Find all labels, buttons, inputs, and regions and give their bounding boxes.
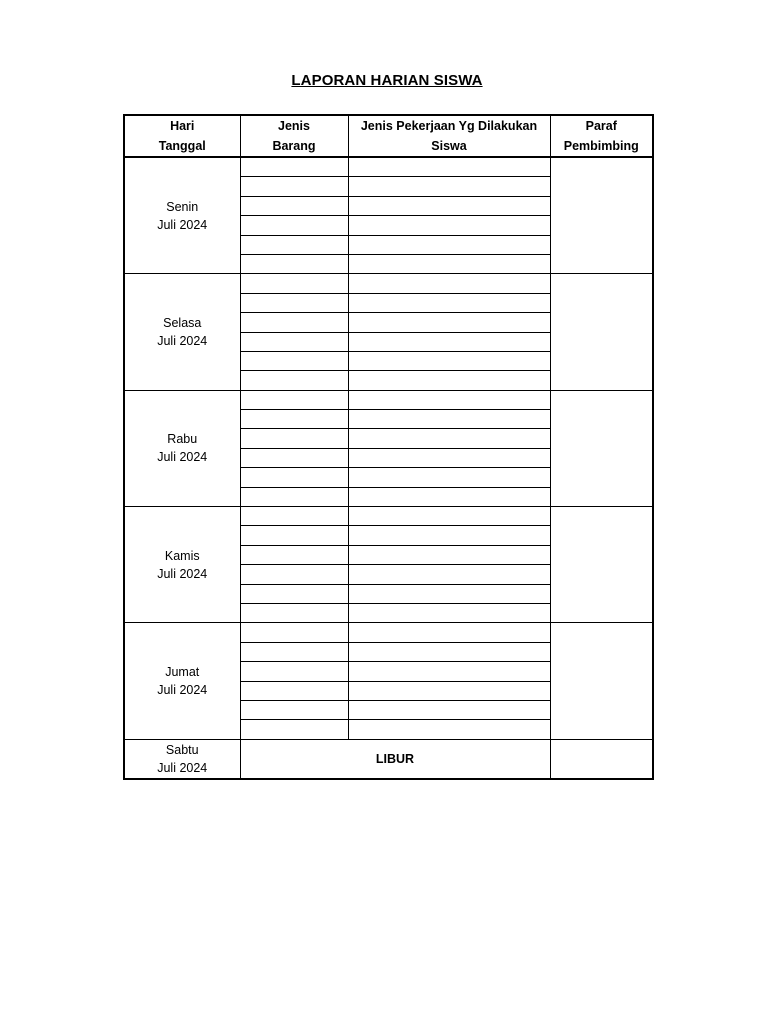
jenis-pekerjaan-cell[interactable] [348,429,550,448]
page-title: LAPORAN HARIAN SISWA [291,72,483,89]
table-row [124,157,653,177]
jenis-pekerjaan-cell[interactable] [348,487,550,506]
paraf-cell-selasa[interactable] [550,274,653,390]
jenis-barang-cell[interactable] [240,351,348,370]
day-date: Juli 2024 [157,566,208,581]
day-cell-kamis [124,507,240,623]
header-jenis-barang [240,115,348,157]
table-row [124,274,653,293]
jenis-pekerjaan-cell[interactable] [348,274,550,293]
jenis-pekerjaan-cell[interactable] [348,681,550,700]
jenis-barang-cell[interactable] [240,429,348,448]
jenis-pekerjaan-cell[interactable] [348,448,550,467]
day-date: Juli 2024 [157,760,208,775]
header-paraf-pembimbing [550,115,653,157]
jenis-barang-cell[interactable] [240,410,348,429]
jenis-barang-cell[interactable] [240,235,348,254]
jenis-barang-cell[interactable] [240,177,348,196]
jenis-pekerjaan-cell[interactable] [348,157,550,177]
jenis-barang-cell[interactable] [240,254,348,273]
jenis-pekerjaan-cell[interactable] [348,565,550,584]
paraf-cell-kamis[interactable] [550,507,653,623]
daily-report-table [123,114,654,780]
day-cell-jumat [124,623,240,739]
jenis-pekerjaan-cell[interactable] [348,720,550,739]
jenis-pekerjaan-cell[interactable] [348,468,550,487]
libur-cell: LIBUR [240,739,550,779]
day-name: Jumat [165,665,200,680]
header-pekerjaan-label: Jenis Pekerjaan Yg Dilakukan [360,119,538,133]
jenis-barang-cell[interactable] [240,526,348,545]
table-row [124,507,653,526]
jenis-barang-cell[interactable] [240,157,348,177]
header-hari-tanggal [124,115,240,157]
jenis-pekerjaan-cell[interactable] [348,410,550,429]
header-siswa-label: Siswa [431,139,467,153]
jenis-pekerjaan-cell[interactable] [348,642,550,661]
jenis-barang-cell[interactable] [240,468,348,487]
jenis-barang-cell[interactable] [240,196,348,215]
paraf-cell-sabtu[interactable] [550,739,653,779]
jenis-pekerjaan-cell[interactable] [348,351,550,370]
header-tanggal-label: Tanggal [158,139,206,153]
jenis-pekerjaan-cell[interactable] [348,332,550,351]
day-cell-rabu [124,390,240,506]
header-paraf-label: Paraf [585,119,617,133]
jenis-barang-cell[interactable] [240,565,348,584]
day-cell-senin [124,157,240,274]
jenis-barang-cell[interactable] [240,390,348,409]
jenis-barang-cell[interactable] [240,487,348,506]
header-pembimbing-label: Pembimbing [563,139,639,153]
jenis-barang-cell[interactable] [240,545,348,564]
header-barang-label: Barang [272,139,316,153]
header-jenis-pekerjaan [348,115,550,157]
jenis-pekerjaan-cell[interactable] [348,196,550,215]
header-row [124,115,653,157]
jenis-barang-cell[interactable] [240,720,348,739]
jenis-pekerjaan-cell[interactable] [348,700,550,719]
jenis-barang-cell[interactable] [240,371,348,390]
jenis-pekerjaan-cell[interactable] [348,177,550,196]
paraf-cell-rabu[interactable] [550,390,653,506]
jenis-pekerjaan-cell[interactable] [348,313,550,332]
jenis-pekerjaan-cell[interactable] [348,390,550,409]
day-name: Rabu [167,432,198,447]
day-date: Juli 2024 [157,217,208,232]
jenis-pekerjaan-cell[interactable] [348,545,550,564]
day-date: Juli 2024 [157,683,208,698]
jenis-pekerjaan-cell[interactable] [348,623,550,642]
day-date: Juli 2024 [157,450,208,465]
day-cell-selasa [124,274,240,390]
jenis-barang-cell[interactable] [240,293,348,312]
jenis-pekerjaan-cell[interactable] [348,254,550,273]
jenis-pekerjaan-cell[interactable] [348,584,550,603]
header-hari-label: Hari [170,119,195,133]
jenis-barang-cell[interactable] [240,603,348,622]
day-date: Juli 2024 [157,334,208,349]
paraf-cell-senin[interactable] [550,157,653,274]
jenis-pekerjaan-cell[interactable] [348,371,550,390]
jenis-barang-cell[interactable] [240,700,348,719]
jenis-barang-cell[interactable] [240,584,348,603]
jenis-barang-cell[interactable] [240,662,348,681]
table-row [124,623,653,642]
jenis-barang-cell[interactable] [240,274,348,293]
day-name: Selasa [163,316,202,331]
day-name: Senin [166,199,199,214]
jenis-pekerjaan-cell[interactable] [348,216,550,235]
saturday-row [124,739,653,779]
jenis-barang-cell[interactable] [240,642,348,661]
jenis-pekerjaan-cell[interactable] [348,526,550,545]
jenis-pekerjaan-cell[interactable] [348,235,550,254]
jenis-barang-cell[interactable] [240,623,348,642]
jenis-pekerjaan-cell[interactable] [348,293,550,312]
jenis-barang-cell[interactable] [240,448,348,467]
report-body [124,157,653,779]
jenis-pekerjaan-cell[interactable] [348,662,550,681]
paraf-cell-jumat[interactable] [550,623,653,739]
jenis-barang-cell[interactable] [240,332,348,351]
jenis-barang-cell[interactable] [240,216,348,235]
jenis-barang-cell[interactable] [240,507,348,526]
table-row [124,390,653,409]
jenis-pekerjaan-cell[interactable] [348,507,550,526]
header-jenis-label: Jenis [278,119,310,133]
day-name: Kamis [164,548,200,563]
jenis-barang-cell[interactable] [240,681,348,700]
jenis-pekerjaan-cell[interactable] [348,603,550,622]
day-name: Sabtu [165,742,199,757]
day-cell-sabtu [124,739,240,779]
jenis-barang-cell[interactable] [240,313,348,332]
